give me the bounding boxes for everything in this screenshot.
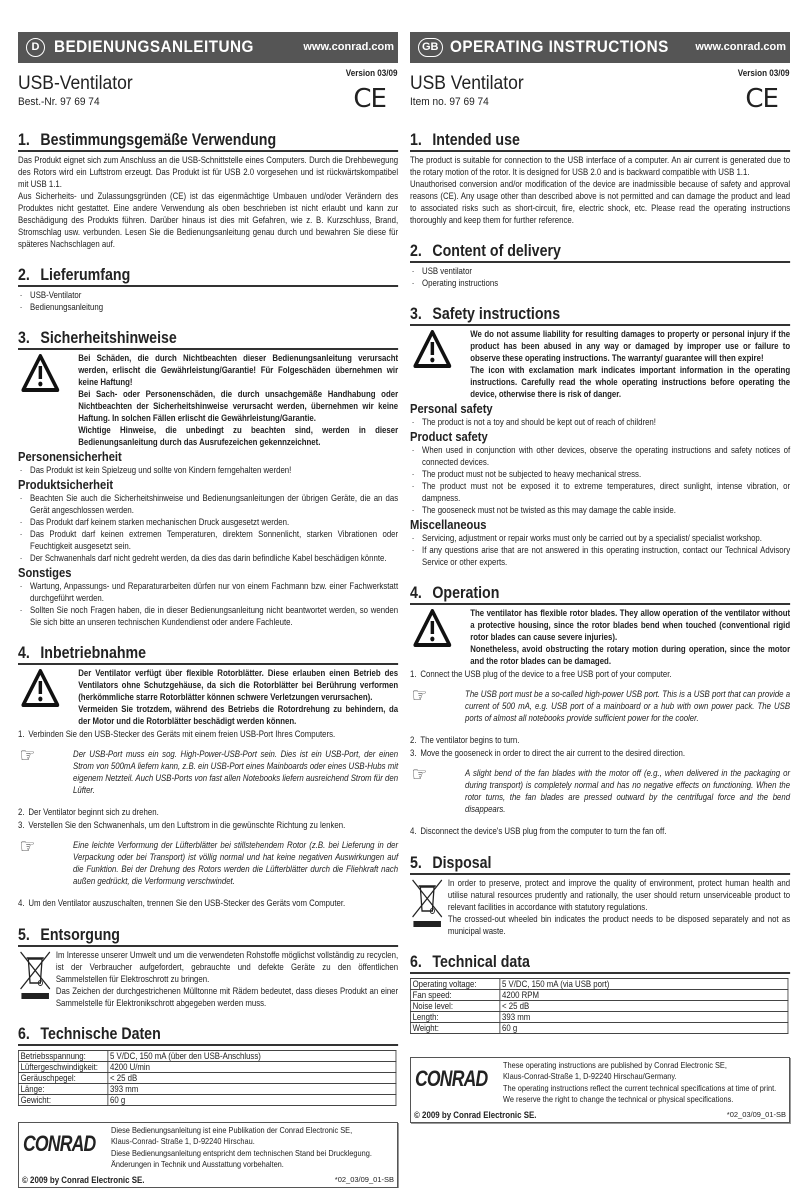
section-title: Disposal: [432, 854, 492, 872]
bullet-item: · Das Produkt darf keinem starken mechanischen Druck ausgesetzt werden.: [18, 516, 398, 528]
section-heading: [410, 131, 790, 152]
box-paragraph: Bei Sach- oder Personenschäden, die durch unsachgemäße Handhabung oder Nichtbeachten der Sicherheitshinweise verursacht werden, übernehmen wir keine Haftung. In solchen Fällen erlischt die Gewährleistung/Garantie.: [78, 389, 399, 423]
section: [410, 854, 790, 937]
bullet-item: · Der Schwanenhals darf nicht gedreht werden, da dies das darin befindliche Kabel beschädigen könnte.: [18, 552, 398, 564]
section-heading: [410, 242, 790, 263]
footer-line: The operating instructions reflect the current technical specifications at time of print.: [503, 1082, 777, 1093]
box-paragraph: Nonetheless, avoid obstructing the rotary motion during operation, since the motor and the rotor blades can be damaged.: [470, 644, 791, 666]
step-number: 2.: [18, 807, 25, 817]
warning-box: [410, 328, 790, 400]
language-badge: D: [26, 38, 45, 57]
header-title: BEDIENUNGSANLEITUNG: [54, 37, 254, 56]
section-title: Sicherheitshinweise: [40, 329, 177, 347]
box-paragraph: Wichtige Hinweise, die unbedingt zu beachten sind, werden in dieser Bedienungsanleitung durch das Ausrufezeichen gekennzeichnet.: [78, 425, 399, 447]
bullet-item: · Operating instructions: [410, 277, 790, 289]
section-title: Technische Daten: [40, 1025, 161, 1043]
box-paragraph: The icon with exclamation mark indicates important information in the operating instructions. Carefully read the whole operating instructions before operating the device, otherwise there is risk of danger.: [470, 365, 791, 399]
step-number: 1.: [18, 729, 25, 739]
section: [410, 953, 790, 1034]
note-box: [18, 745, 399, 796]
footer-line: Diese Bedienungsanleitung ist eine Publikation der Conrad Electronic SE,: [111, 1125, 353, 1135]
numbered-step: [410, 747, 790, 759]
table-row: [410, 990, 788, 1001]
paragraph: Aus Sicherheits- und Zulassungsgründen (CE) ist das eigenmächtige Umbauen und/oder Verändern des Produktes nicht gestattet. Eine andere Verwendung als oben beschrieben ist nicht erlaubt und kann zur Beschädigung des Produkts führen. Darüber hinaus ist dies mit Gefahren, wie z. B. Kurzschluss, Brand, Stromschlag usw. verbunden. Lesen Sie die Bedienungsanleitung genau durch und bewahren Sie diese für späteres Nachschlagen auf.: [18, 191, 399, 249]
note-text: Eine leichte Verformung der Lüfterblätter bei stillstehendem Rotor (z.B. bei Lieferung in der Verpackung oder bei Transport) ist völlig normal und hat keine negativen Auswirkungen auf die Funktion. Bei der Drehung des Rotors werden die Lüfterblätter durch die Fliehkraft nach außen gedrückt, die Verformung verschwindet.: [73, 840, 399, 886]
section-number: 4.: [18, 644, 30, 662]
product-title: USB-Ventilator: [18, 73, 133, 94]
step-number: 3.: [410, 748, 417, 758]
section-heading: [18, 926, 398, 947]
table-label: Operating voltage:: [410, 979, 499, 990]
warning-box: [410, 607, 790, 667]
step-text: Connect the USB plug of the device to a free USB port of your computer.: [420, 669, 672, 679]
conrad-logo: CONRAD: [415, 1066, 488, 1091]
section-title: Entsorgung: [40, 926, 120, 944]
step-number: 2.: [410, 735, 417, 745]
bullet-item: · Servicing, adjustment or repair works must only be carried out by a specialist/ specialist workshop.: [410, 532, 790, 544]
numbered-step: [18, 819, 398, 831]
section-title: Technical data: [432, 953, 530, 971]
product-title: USB Ventilator: [410, 73, 524, 94]
section-number: 6.: [18, 1025, 30, 1043]
english-column: [410, 0, 790, 1153]
crossed-bin-icon: [18, 949, 52, 999]
table-value: 4200 RPM: [500, 990, 788, 1001]
table-row: [18, 1062, 396, 1073]
note-box: [410, 764, 791, 815]
step-text: Verbinden Sie den USB-Stecker des Geräts mit einem freien USB-Port Ihres Computers.: [28, 729, 336, 739]
subheading: Produktsicherheit: [18, 477, 114, 492]
step-number: 3.: [18, 820, 25, 830]
section-number: 2.: [410, 242, 422, 260]
subheading: Sonstiges: [18, 565, 72, 580]
box-paragraph: Vermeiden Sie trotzdem, während des Betriebs die Rotordrehung zu behindern, da der Motor und die Rotorblätter beschädigt werden können.: [78, 704, 399, 726]
box-paragraph: Bei Schäden, die durch Nichtbeachten dieser Bedienungsanleitung verursacht werden, erlischt die Gewährleistung/Garantie! Für Folgeschäden übernehmen wir keine Haftung!: [78, 353, 399, 387]
pointing-hand-icon: ☞: [411, 764, 428, 786]
note-text: Der USB-Port muss ein sog. High-Power-USB-Port sein. Dies ist ein USB-Port, der einen Strom von 500mA liefern kann, z.B. ein USB-Port eines Mainboards oder eines USB-Hubs mit eigenem Netzteil. Auch USB-Ports von fast allen Notebooks liefern ausreichend Strom für den Lüfter.: [73, 749, 399, 795]
version-label: Version 03/09: [738, 68, 790, 78]
section-heading: [410, 953, 790, 974]
table-label: Betriebsspannung:: [18, 1051, 107, 1062]
section-heading: [18, 1025, 398, 1046]
section-number: 5.: [410, 854, 422, 872]
footer-line: Änderungen in Technik und Ausstattung vorbehalten.: [111, 1158, 284, 1169]
step-number: 1.: [410, 669, 417, 679]
paragraph: The product is suitable for connection to the USB interface of a computer. An air current is generated due to the rotary motion of the rotor. It is designed for USB 2.0 and is backward compatible with USB 1.1.: [410, 155, 791, 177]
footer-line: Klaus-Conrad- Straße 1, D-92240 Hirschau.: [111, 1136, 255, 1147]
subheading: Personal safety: [410, 401, 493, 416]
box-paragraph: Das Zeichen der durchgestrichenen Mülltonne mit Rädern bedeutet, dass dieses Produkt an einer Sammelstelle für Elektronikschrott abgegeben werden muss.: [55, 986, 399, 1008]
section-title: Content of delivery: [432, 242, 561, 260]
table-row: [18, 1095, 396, 1106]
note-text: The USB port must be a so-called high-power USB port. This is a USB port that can provide a current of 500 mA, e.g. USB port of a mainboard or a hub with own power pack. The USB ports of almost all notebooks provide sufficient power for the cooler.: [465, 689, 791, 723]
item-number: Item no. 97 69 74: [410, 96, 489, 108]
section-heading: [18, 131, 398, 152]
paragraph: Unauthorised conversion and/or modification of the device are inadmissible because of safety and approval reasons (CE). Any usage other than described above is not permitted and can damage the product and lead to associated risks such as short-circuit, fire, electric shock, etc. Please read the operating instructions thoroughly and keep them for further reference.: [410, 179, 791, 225]
table-row: [410, 1001, 788, 1012]
bullet-item: · If any questions arise that are not answered in this operating instruction, contact our Technical Advisory Service or other experts.: [410, 544, 790, 568]
section-title: Bestimmungsgemäße Verwendung: [40, 131, 277, 149]
section: [18, 329, 398, 628]
table-row: [410, 979, 788, 990]
website-link[interactable]: www.conrad.com: [695, 41, 786, 53]
section-title: Operation: [432, 584, 500, 602]
section-heading: [410, 854, 790, 875]
section-heading: [18, 329, 398, 350]
section-number: 3.: [410, 305, 422, 323]
bullet-item: · The product must not be exposed it to extreme temperatures, direct sunlight, intense vibration, or dampness.: [410, 480, 790, 504]
copyright: © 2009 by Conrad Electronic SE.: [22, 1175, 145, 1185]
warning-icon: [21, 354, 59, 392]
bullet-item: · The product is not a toy and should be kept out of reach of children!: [410, 416, 790, 428]
disposal-box: [18, 949, 398, 1009]
table-label: Lüftergeschwindigkeit:: [18, 1062, 107, 1073]
section: [410, 584, 790, 838]
section: [18, 1025, 398, 1106]
warning-icon: [21, 669, 59, 707]
bullet-item: · The gooseneck must not be twisted as this may damage the cable inside.: [410, 504, 790, 516]
subheading: Miscellaneous: [410, 517, 487, 532]
section-title: Lieferumfang: [40, 266, 131, 284]
header-bar: [18, 32, 398, 63]
paragraph: Das Produkt eignet sich zum Anschluss an die USB-Schnittstelle eines Computers. Durch die Drehbewegung des Rotors wird ein Luftstrom erzeugt. Das Produkt ist für USB 2.0 vorgesehen und ist rückwärtskompatibel mit USB 1.1.: [18, 155, 399, 189]
section: [18, 644, 398, 910]
step-text: The ventilator begins to turn.: [420, 735, 520, 745]
language-badge: GB: [418, 38, 443, 57]
website-link[interactable]: www.conrad.com: [303, 41, 394, 53]
box-paragraph: Der Ventilator verfügt über flexible Rotorblätter. Diese erlauben einen Betrieb des Ventilators ohne Schutzgehäuse, da sich die Rotorblätter bei Berührung verformen (herkömmliche starre Rotorblätter können schwere Verletzungen verursachen).: [78, 668, 399, 702]
section-title: Inbetriebnahme: [40, 644, 147, 662]
header-bar: [410, 32, 790, 63]
section: [410, 131, 790, 226]
version-label: Version 03/09: [346, 68, 398, 78]
section-title: Intended use: [432, 131, 520, 149]
table-label: Gewicht:: [18, 1095, 107, 1106]
step-text: Disconnect the device's USB plug from the computer to turn the fan off.: [420, 826, 667, 836]
box-paragraph: The crossed-out wheeled bin indicates the product needs to be disposed separately and not as municipal waste.: [447, 914, 791, 936]
table-row: [18, 1073, 396, 1084]
section-number: 6.: [410, 953, 422, 971]
section: [18, 266, 398, 313]
copyright: © 2009 by Conrad Electronic SE.: [414, 1110, 537, 1120]
table-row: [18, 1051, 396, 1062]
table-value: 5 V/DC, 150 mA (via USB port): [500, 979, 788, 990]
section: [18, 131, 398, 250]
section: [410, 305, 790, 568]
footer-text: [503, 1060, 787, 1105]
document-code: *02_03/09_01-SB: [334, 1175, 394, 1184]
table-value: 60 g: [108, 1095, 396, 1106]
bullet-item: · Wartung, Anpassungs- und Reparaturarbeiten dürfen nur von einem Fachmann bzw. einer Fachwerkstatt durchgeführt werden.: [18, 580, 398, 604]
bullet-item: · Das Produkt ist kein Spielzeug und sollte von Kindern ferngehalten werden!: [18, 464, 398, 476]
numbered-step: [18, 728, 398, 740]
box-text: [470, 607, 790, 667]
footer-text: [111, 1125, 395, 1170]
content-flow: [410, 131, 790, 1123]
section-heading: [18, 266, 398, 287]
section: [18, 926, 398, 1009]
pointing-hand-icon: ☞: [19, 836, 36, 858]
table-label: Length:: [410, 1012, 499, 1023]
box-paragraph: We do not assume liability for resulting damages to property or personal injury if the product has been abused in any way or damaged by improper use or failure to observe these operating instructions. The warranty/ guarantee will then expire!: [470, 329, 791, 363]
table-row: [410, 1023, 788, 1034]
content-flow: [18, 131, 398, 1188]
warning-icon: [413, 330, 451, 368]
note-box: [410, 685, 791, 724]
publisher-footer: [410, 1057, 790, 1123]
table-label: Noise level:: [410, 1001, 499, 1012]
document-code: *02_03/09_01-SB: [726, 1110, 786, 1119]
step-number: 4.: [410, 826, 417, 836]
table-value: 4200 U/min: [108, 1062, 396, 1073]
box-paragraph: In order to preserve, protect and improve the quality of environment, protect human health and utilise natural resources prudently and rationally, the user should return unserviceable product to relevant facilities in accordance with statutory regulations.: [447, 878, 791, 912]
section-heading: [410, 305, 790, 326]
section-number: 4.: [410, 584, 422, 602]
bullet-item: · When used in conjunction with other devices, observe the operating instructions and safety notices of connected devices.: [410, 444, 790, 468]
table-value: < 25 dB: [500, 1001, 788, 1012]
box-text: [78, 352, 398, 448]
step-text: Um den Ventilator auszuschalten, trennen Sie den USB-Stecker des Geräts vom Computer.: [28, 898, 346, 908]
header-title: OPERATING INSTRUCTIONS: [450, 37, 669, 56]
bullet-item: · Das Produkt darf keinen extremen Temperaturen, direktem Sonnenlicht, starken Vibrationen oder Feuchtigkeit ausgesetzt sein.: [18, 528, 398, 552]
table-value: 393 mm: [108, 1084, 396, 1095]
footer-line: Klaus-Conrad-Straße 1, D-92240 Hirschau/Germany.: [503, 1071, 677, 1082]
bullet-item: · USB ventilator: [410, 265, 790, 277]
conrad-logo: CONRAD: [23, 1131, 96, 1156]
crossed-bin-icon: [410, 877, 444, 927]
section-number: 5.: [18, 926, 30, 944]
pointing-hand-icon: ☞: [411, 685, 428, 707]
section-heading: [18, 644, 398, 665]
footer-line: We reserve the right to change the technical or physical specifications.: [503, 1093, 734, 1104]
german-column: [18, 0, 399, 1185]
section: [410, 242, 790, 289]
box-paragraph: The ventilator has flexible rotor blades. They allow operation of the ventilator without a protective housing, since the rotor blades bend when touched (conventional rigid rotor blades can cause severe injuries).: [470, 608, 791, 642]
section-number: 2.: [18, 266, 30, 284]
section-number: 3.: [18, 329, 30, 347]
pointing-hand-icon: ☞: [19, 745, 36, 767]
table-value: 60 g: [500, 1023, 788, 1034]
ce-mark-icon: CE: [745, 84, 778, 114]
bullet-item: · Sollten Sie noch Fragen haben, die in dieser Bedienungsanleitung nicht beantwortet werden, so wenden Sie sich bitte an unseren technischen Kundendienst oder andere Fachleute.: [18, 604, 398, 628]
section-title: Safety instructions: [432, 305, 561, 323]
tech-data-table: [18, 1050, 396, 1106]
bullet-item: · USB-Ventilator: [18, 289, 398, 301]
bullet-item: · Bedienungsanleitung: [18, 301, 398, 313]
table-value: 393 mm: [500, 1012, 788, 1023]
disposal-box: [410, 877, 790, 937]
numbered-step: [18, 806, 398, 818]
table-row: [18, 1084, 396, 1095]
section-number: 1.: [410, 131, 422, 149]
numbered-step: [410, 734, 790, 746]
section-heading: [410, 584, 790, 605]
step-text: Verstellen Sie den Schwanenhals, um den Luftstrom in die gewünschte Richtung zu lenken.: [28, 820, 346, 830]
box-text: [448, 877, 790, 937]
numbered-step: [18, 897, 398, 909]
note-text: A slight bend of the fan blades with the motor off (e.g., when delivered in the packaging or during transport) is completely normal and has no negative effects on functioning. When the rotor turns, the fan blades are pressed outward by the centrifugal force and the bend disappears.: [465, 768, 791, 814]
subheading: Product safety: [410, 429, 488, 444]
footer-line: These operating instructions are published by Conrad Electronic SE,: [503, 1060, 727, 1070]
tech-data-table: [410, 978, 788, 1034]
table-label: Länge:: [18, 1084, 107, 1095]
table-row: [410, 1012, 788, 1023]
table-label: Weight:: [410, 1023, 499, 1034]
note-box: [18, 836, 399, 887]
box-text: [470, 328, 790, 400]
box-paragraph: Im Interesse unserer Umwelt und um die verwendeten Rohstoffe möglichst vollständig zu recyclen, ist der Verbraucher aufgefordert, gebrauchte und defekte Geräte zu den öffentlichen Sammelstellen für Elektroschrott zu bringen.: [55, 950, 399, 984]
ce-mark-icon: CE: [353, 84, 386, 114]
table-label: Fan speed:: [410, 990, 499, 1001]
warning-icon: [413, 609, 451, 647]
publisher-footer: [18, 1122, 398, 1188]
warning-box: [18, 667, 398, 727]
table-value: < 25 dB: [108, 1073, 396, 1084]
footer-line: Diese Bedienungsanleitung entspricht dem technischen Stand bei Drucklegung.: [111, 1147, 372, 1158]
step-text: Move the gooseneck in order to direct the air current to the desired direction.: [420, 748, 686, 758]
subheading: Personensicherheit: [18, 449, 122, 464]
numbered-step: [410, 668, 790, 680]
table-value: 5 V/DC, 150 mA (über den USB-Anschluss): [108, 1051, 396, 1062]
box-text: [56, 949, 398, 1009]
warning-box: [18, 352, 398, 448]
table-label: Geräuschpegel:: [18, 1073, 107, 1084]
box-text: [78, 667, 398, 727]
step-number: 4.: [18, 898, 25, 908]
bullet-item: · Beachten Sie auch die Sicherheitshinweise und Bedienungsanleitungen der übrigen Geräte, die an das Gerät angeschlossen werden.: [18, 492, 398, 516]
bullet-item: · The product must not be subjected to heavy mechanical stress.: [410, 468, 790, 480]
section-number: 1.: [18, 131, 30, 149]
item-number: Best.-Nr. 97 69 74: [18, 96, 100, 108]
step-text: Der Ventilator beginnt sich zu drehen.: [28, 807, 159, 817]
numbered-step: [410, 825, 790, 837]
